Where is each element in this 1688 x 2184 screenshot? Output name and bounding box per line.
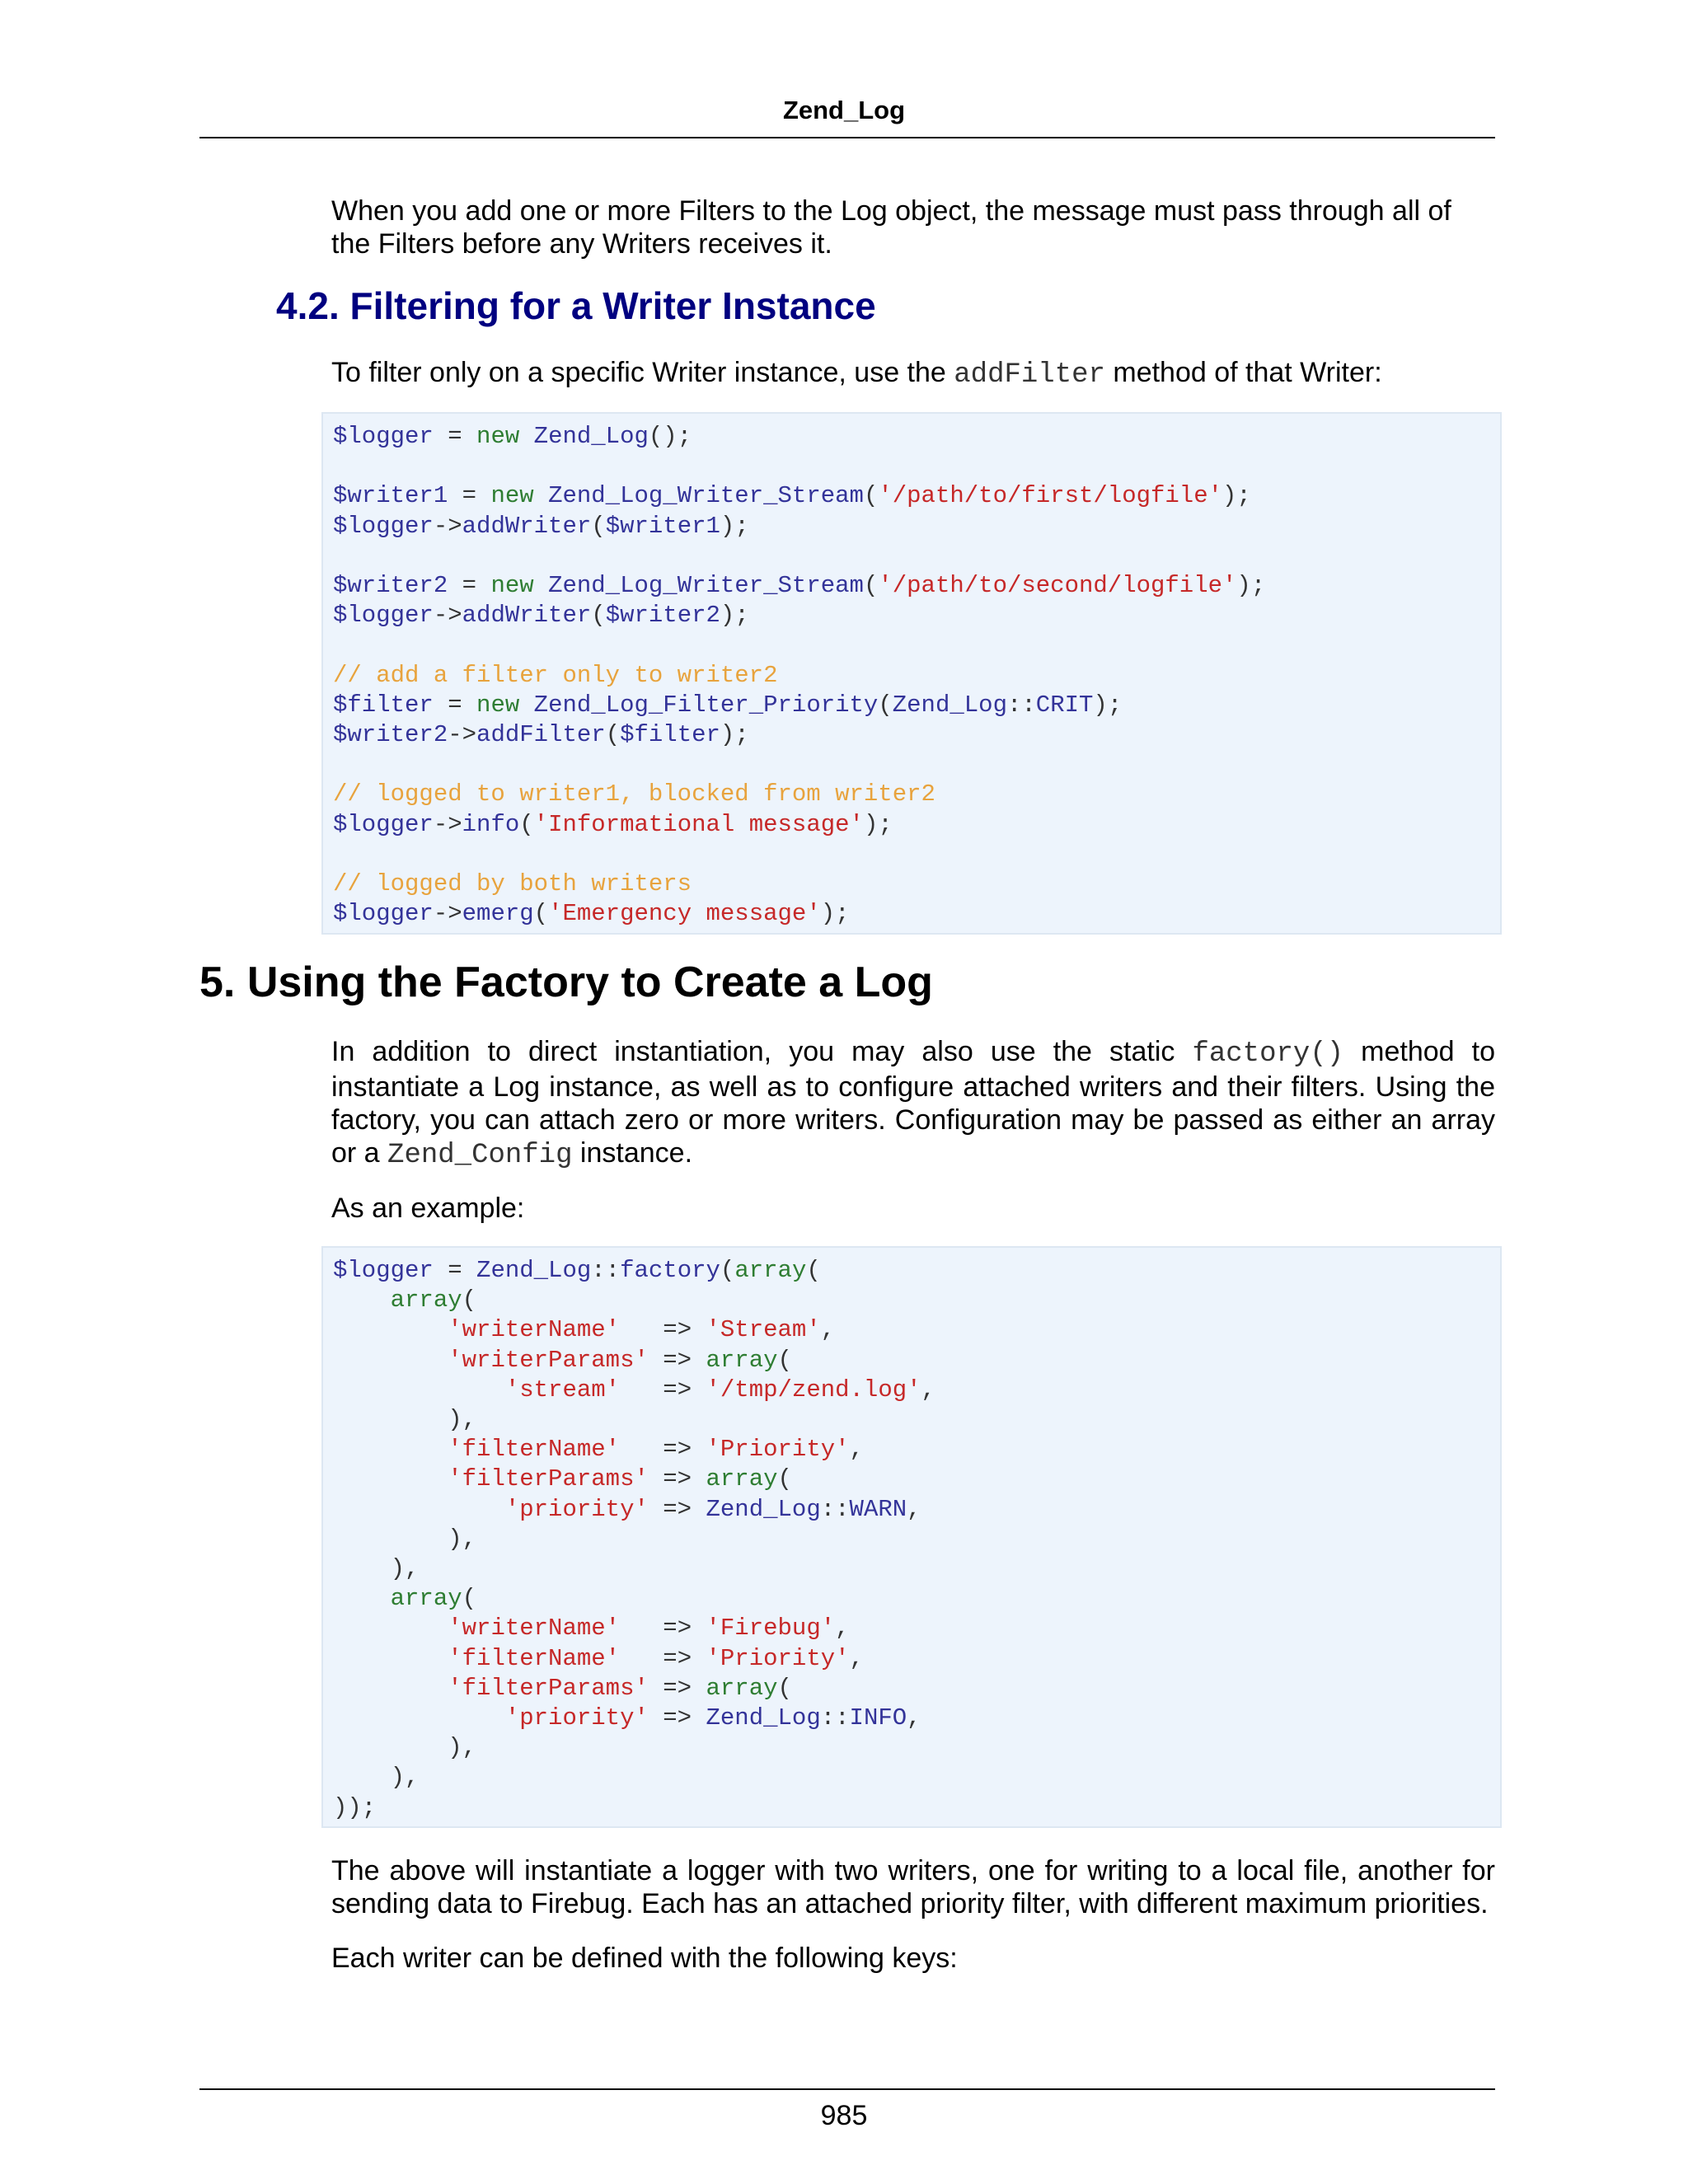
code-token: 'writerName' <box>448 1615 621 1643</box>
page-number: 985 <box>820 2100 868 2131</box>
code-listing <box>333 422 1492 929</box>
code-token: ( <box>863 482 879 510</box>
code-token: $logger <box>333 900 434 928</box>
code-token: Zend_Log_Writer_Stream <box>533 482 864 510</box>
code-token: // logged to writer1, blocked from writer2 <box>333 780 935 808</box>
text-run: instance. <box>572 1137 693 1169</box>
code-token: ); <box>820 900 850 928</box>
code-token: 'filterName' <box>448 1436 621 1464</box>
code-token: :: <box>820 1495 850 1523</box>
text-run: In addition to direct instantiation, you may also use the static <box>331 1036 1193 1067</box>
code-token: -> <box>433 602 462 630</box>
code-token: , <box>921 1376 935 1404</box>
section-5-paragraph-2: As an example: <box>331 1193 525 1224</box>
inline-code-addfilter: addFilter <box>954 359 1105 391</box>
text-run: method of that Writer: <box>1104 357 1382 388</box>
code-token: 'writerName' <box>448 1316 621 1344</box>
code-token: $writer2 <box>333 572 448 600</box>
code-token: = <box>433 423 477 450</box>
code-token: array <box>706 1465 778 1493</box>
code-token: INFO <box>849 1704 907 1732</box>
code-token: Zend_Log <box>706 1495 821 1523</box>
code-token: , <box>849 1644 864 1672</box>
code-token: $logger <box>333 512 434 540</box>
code-token: 'writerParams' <box>448 1346 649 1374</box>
code-listing <box>333 1256 1492 1823</box>
section-5-paragraph-1 <box>331 1035 1495 1172</box>
code-token: ), <box>333 1525 477 1553</box>
code-token: array <box>390 1585 462 1613</box>
code-token: ( <box>605 721 621 749</box>
code-token: ( <box>462 1585 477 1613</box>
text-run: method to instantiate a Log instance, as well as to configure attached writers and their filters. Using the factory, you can attach zero or more writers. Configuration may be passed as either an array or a <box>331 1036 1496 1169</box>
code-token: ( <box>533 900 549 928</box>
code-token: )); <box>333 1793 377 1821</box>
code-token: array <box>390 1286 462 1315</box>
code-token: ( <box>777 1346 792 1374</box>
code-token: ), <box>333 1734 477 1762</box>
code-token: 'filterParams' <box>448 1674 649 1702</box>
code-token: 'priority' <box>504 1495 649 1523</box>
code-token: array <box>706 1346 778 1374</box>
code-token: = <box>448 572 491 600</box>
code-token: , <box>820 1316 836 1344</box>
code-token: $filter <box>620 721 720 749</box>
code-token: , <box>907 1495 921 1523</box>
code-token: $filter <box>333 691 434 719</box>
code-token <box>333 1286 391 1314</box>
code-token: WARN <box>849 1495 907 1523</box>
code-token <box>333 1376 505 1404</box>
code-token: ), <box>333 1555 420 1583</box>
code-token <box>333 1704 505 1732</box>
code-token: 'Priority' <box>706 1644 850 1672</box>
inline-code-factory: factory() <box>1192 1038 1344 1070</box>
code-token: new <box>490 482 534 510</box>
section-5-paragraph-4: Each writer can be defined with the following keys: <box>331 1943 958 1974</box>
code-token: '/tmp/zend.log' <box>706 1376 921 1404</box>
code-token: new <box>476 691 520 719</box>
code-token: $logger <box>333 810 434 838</box>
code-token: ); <box>720 602 749 630</box>
code-token: 'Informational message' <box>533 810 864 838</box>
code-token: ( <box>777 1674 792 1702</box>
code-token: , <box>849 1436 864 1464</box>
code-token: = <box>433 691 477 719</box>
code-token: => <box>620 1376 706 1404</box>
code-token: ( <box>806 1257 821 1284</box>
code-token <box>333 1675 448 1702</box>
code-token <box>333 1436 448 1463</box>
code-token: 'filterParams' <box>448 1465 649 1493</box>
code-token: factory <box>620 1257 720 1284</box>
code-token: ( <box>720 1257 735 1284</box>
code-token: Zend_Log <box>519 423 649 450</box>
code-token: Zend_Log <box>892 691 1007 719</box>
code-token: , <box>907 1704 921 1732</box>
code-token: addFilter <box>476 721 606 749</box>
code-token: ); <box>1222 482 1251 510</box>
code-token: ); <box>720 512 749 540</box>
intro-paragraph: When you add one or more Filters to the Log object, the message must pass through all of the Filters before any Writers receives it. <box>331 195 1451 260</box>
code-token: addWriter <box>462 602 592 630</box>
code-token <box>333 1645 448 1672</box>
code-token: $writer2 <box>605 602 720 630</box>
code-token: => <box>620 1436 706 1464</box>
code-token: '/path/to/first/logfile' <box>878 482 1223 510</box>
header-rule <box>199 137 1495 138</box>
code-token: ), <box>333 1406 477 1434</box>
code-token: new <box>490 572 534 600</box>
code-token: => <box>648 1346 706 1374</box>
code-token: (); <box>648 423 692 450</box>
code-token: Zend_Log <box>476 1257 592 1284</box>
code-token: '/path/to/second/logfile' <box>878 572 1237 600</box>
code-token: ( <box>591 512 606 540</box>
running-header-title: Zend_Log <box>782 96 906 124</box>
code-token: ( <box>878 691 893 719</box>
code-token: => <box>620 1316 706 1344</box>
code-token: => <box>620 1644 706 1672</box>
code-token: $logger <box>333 423 434 450</box>
code-token: ( <box>462 1286 477 1315</box>
code-token: -> <box>433 900 462 928</box>
inline-code-zend-config: Zend_Config <box>387 1140 573 1171</box>
code-token: ( <box>863 572 879 600</box>
section-5-paragraph-3: The above will instantiate a logger with two writers, one for writing to a local file, another for sending data to Firebug. Each has an attached priority filter, with different maximum priorities. <box>331 1855 1495 1919</box>
code-token: 'filterName' <box>448 1644 621 1672</box>
code-block-filter-writer <box>321 412 1502 935</box>
code-token: ( <box>591 602 606 630</box>
code-token: // add a filter only to writer2 <box>333 661 778 689</box>
code-token: => <box>648 1704 706 1732</box>
code-block-factory <box>321 1246 1502 1828</box>
code-token: info <box>462 810 520 838</box>
code-token: Zend_Log_Filter_Priority <box>519 691 879 719</box>
code-token: addWriter <box>462 512 592 540</box>
code-token: => <box>620 1615 706 1643</box>
code-token: => <box>648 1674 706 1702</box>
code-token: // logged by both writers <box>333 870 692 898</box>
code-token <box>333 1347 448 1374</box>
code-token: :: <box>820 1704 850 1732</box>
code-token: new <box>476 423 520 450</box>
code-token: ); <box>1236 572 1266 600</box>
code-token: ( <box>777 1465 792 1493</box>
code-token: = <box>433 1257 477 1284</box>
code-token: CRIT <box>1035 691 1094 719</box>
code-token: ); <box>1093 691 1123 719</box>
code-token: Zend_Log_Writer_Stream <box>533 572 864 600</box>
code-token: :: <box>1006 691 1036 719</box>
text-run: To filter only on a specific Writer instance, use the <box>331 357 954 388</box>
code-token <box>333 1615 448 1642</box>
code-token: $writer1 <box>333 482 448 510</box>
code-token: 'Stream' <box>706 1316 821 1344</box>
code-token: Zend_Log <box>706 1704 821 1732</box>
code-token: 'Firebug' <box>706 1615 836 1643</box>
code-token: $writer1 <box>605 512 720 540</box>
code-token: ( <box>519 810 534 838</box>
code-token: ), <box>333 1764 420 1792</box>
footer-rule <box>199 2088 1495 2090</box>
code-token: => <box>648 1495 706 1523</box>
code-token: $logger <box>333 602 434 630</box>
code-token <box>333 1496 505 1523</box>
code-token: = <box>448 482 491 510</box>
code-token: -> <box>433 512 462 540</box>
code-token: array <box>734 1257 807 1284</box>
code-token: -> <box>448 721 477 749</box>
code-token: => <box>648 1465 706 1493</box>
code-token <box>333 1585 391 1612</box>
code-token: $logger <box>333 1257 434 1284</box>
code-token: 'stream' <box>504 1376 621 1404</box>
code-token <box>333 1465 448 1493</box>
code-token <box>333 1316 448 1343</box>
section-4-2-paragraph <box>331 356 1495 391</box>
code-token: $writer2 <box>333 721 448 749</box>
section-heading-4-2: 4.2. Filtering for a Writer Instance <box>276 284 876 327</box>
code-token: array <box>706 1674 778 1702</box>
code-token: -> <box>433 810 462 838</box>
code-token: 'Priority' <box>706 1436 850 1464</box>
section-heading-5: 5. Using the Factory to Create a Log <box>199 958 933 1006</box>
code-token: 'priority' <box>504 1704 649 1732</box>
code-token: ); <box>863 810 893 838</box>
code-token: , <box>835 1615 850 1643</box>
code-token: :: <box>591 1257 621 1284</box>
code-token: emerg <box>462 900 534 928</box>
code-token: 'Emergency message' <box>548 900 821 928</box>
code-token: ); <box>720 721 749 749</box>
